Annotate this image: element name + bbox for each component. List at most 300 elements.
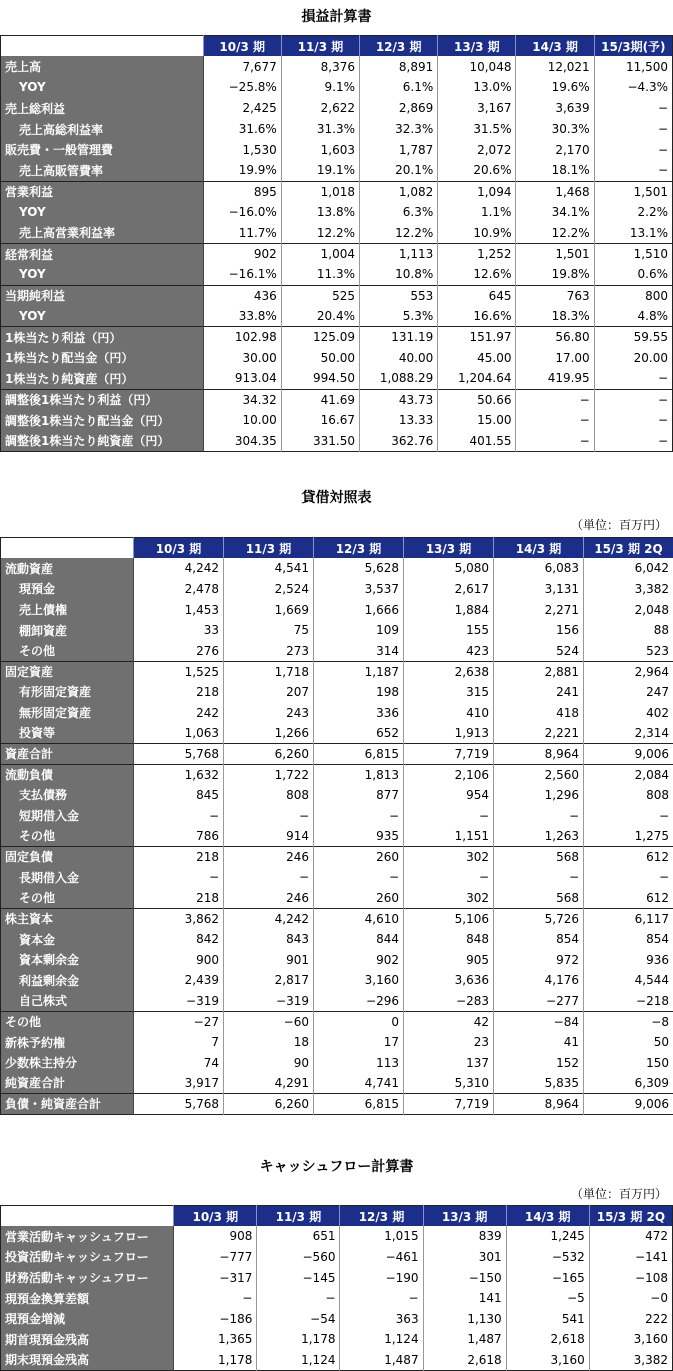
cell-value: 302 xyxy=(404,888,494,909)
cell-value: 1,501 xyxy=(516,243,594,264)
cell-value: 524 xyxy=(494,640,584,661)
cell-value: 102.98 xyxy=(203,327,281,348)
row-label: 現預金換算差額 xyxy=(1,1288,174,1309)
cell-value: 13.1% xyxy=(594,223,672,244)
cell-value: 936 xyxy=(584,949,673,970)
table-row xyxy=(1,702,673,723)
cell-value: − xyxy=(594,98,672,119)
row-label: 短期借入金 xyxy=(1,805,134,826)
table-row xyxy=(1,764,673,785)
cell-value: 243 xyxy=(224,702,314,723)
cell-value: 5,628 xyxy=(314,558,404,579)
cell-value: 525 xyxy=(281,285,359,306)
cell-value: 1,094 xyxy=(438,181,516,202)
cell-value: 222 xyxy=(589,1308,672,1329)
table-row xyxy=(1,599,673,620)
cell-value: 241 xyxy=(494,682,584,703)
column-header: 12/3 期 xyxy=(340,1206,423,1227)
table-row xyxy=(1,1288,673,1309)
cell-value: 4.8% xyxy=(594,306,672,327)
cell-value: 1,004 xyxy=(281,243,359,264)
cell-value: 541 xyxy=(506,1308,589,1329)
cell-value: 113 xyxy=(314,1052,404,1073)
table-row xyxy=(1,826,673,847)
table-row xyxy=(1,160,673,181)
cell-value: 908 xyxy=(174,1226,257,1247)
cell-value: 33.8% xyxy=(203,306,281,327)
cell-value: 2,425 xyxy=(203,98,281,119)
cell-value: 302 xyxy=(404,846,494,867)
cell-value: 2,617 xyxy=(404,579,494,600)
row-label: その他 xyxy=(1,888,134,909)
cell-value: 9.1% xyxy=(281,77,359,98)
cell-value: 7 xyxy=(134,1032,224,1053)
cell-value: 2,084 xyxy=(584,764,673,785)
table-row xyxy=(1,723,673,744)
table-row xyxy=(1,1094,673,1115)
cell-value: 33 xyxy=(134,620,224,641)
cell-value: 1,018 xyxy=(281,181,359,202)
cell-value: 16.6% xyxy=(438,306,516,327)
column-header: 15/3 期 2Q xyxy=(589,1206,672,1227)
table-row xyxy=(1,243,673,264)
cell-value: 1,296 xyxy=(494,785,584,806)
cell-value: 218 xyxy=(134,846,224,867)
cell-value: 218 xyxy=(134,682,224,703)
cell-value: 1,252 xyxy=(438,243,516,264)
cell-value: 314 xyxy=(314,640,404,661)
cell-value: 125.09 xyxy=(281,327,359,348)
cell-value: − xyxy=(516,431,594,452)
cell-value: 5,768 xyxy=(134,743,224,764)
cell-value: 34.1% xyxy=(516,202,594,223)
table-row xyxy=(1,1350,673,1371)
table-row xyxy=(1,1073,673,1094)
cell-value: 402 xyxy=(584,702,673,723)
table-row xyxy=(1,264,673,285)
cell-value: − xyxy=(134,805,224,826)
cell-value: 151.97 xyxy=(438,327,516,348)
cell-value: 6,815 xyxy=(314,1094,404,1115)
cell-value: 845 xyxy=(134,785,224,806)
cell-value: 877 xyxy=(314,785,404,806)
cell-value: 1,603 xyxy=(281,139,359,160)
table-row xyxy=(1,805,673,826)
cell-value: − xyxy=(584,805,673,826)
table-row xyxy=(1,389,673,410)
cell-value: 3,537 xyxy=(314,579,404,600)
cell-value: 800 xyxy=(594,285,672,306)
cell-value: 2,170 xyxy=(516,139,594,160)
row-label: 負債・純資産合計 xyxy=(1,1094,134,1115)
cell-value: 913.04 xyxy=(203,368,281,389)
cell-value: 246 xyxy=(224,846,314,867)
table-row xyxy=(1,743,673,764)
table-row xyxy=(1,1226,673,1247)
cell-value: 246 xyxy=(224,888,314,909)
cell-value: 1,113 xyxy=(360,243,438,264)
table-row xyxy=(1,620,673,641)
cell-value: 11,500 xyxy=(594,56,672,77)
cell-value: 13.33 xyxy=(360,410,438,431)
cell-value: − xyxy=(314,867,404,888)
cell-value: −186 xyxy=(174,1308,257,1329)
cell-value: 2,524 xyxy=(224,579,314,600)
cell-value: 1,365 xyxy=(174,1329,257,1350)
cell-value: 1,063 xyxy=(134,723,224,744)
row-label: YOY xyxy=(1,202,204,223)
cell-value: 3,636 xyxy=(404,970,494,991)
cell-value: 854 xyxy=(584,929,673,950)
header-corner xyxy=(1,36,204,57)
cell-value: 3,382 xyxy=(584,579,673,600)
cell-value: 2,560 xyxy=(494,764,584,785)
row-label: 資産合計 xyxy=(1,743,134,764)
cell-value: 3,639 xyxy=(516,98,594,119)
cell-value: 8,891 xyxy=(360,56,438,77)
cell-value: 19.8% xyxy=(516,264,594,285)
row-label: 営業利益 xyxy=(1,181,204,202)
cell-value: −145 xyxy=(257,1267,340,1288)
row-label: 棚卸資産 xyxy=(1,620,134,641)
cell-value: 156 xyxy=(494,620,584,641)
table-row xyxy=(1,785,673,806)
cell-value: 363 xyxy=(340,1308,423,1329)
row-label: 現預金 xyxy=(1,579,134,600)
table-row xyxy=(1,181,673,202)
cell-value: −25.8% xyxy=(203,77,281,98)
cell-value: 2.2% xyxy=(594,202,672,223)
cell-value: 1,266 xyxy=(224,723,314,744)
cell-value: 3,160 xyxy=(506,1350,589,1371)
cell-value: 15.00 xyxy=(438,410,516,431)
cell-value: 914 xyxy=(224,826,314,847)
cell-value: 3,382 xyxy=(589,1350,672,1371)
cell-value: − xyxy=(516,410,594,431)
table-row xyxy=(1,846,673,867)
row-label: 売上高 xyxy=(1,56,204,77)
balance-sheet-table xyxy=(0,537,673,1115)
cell-value: −277 xyxy=(494,991,584,1012)
column-header: 13/3 期 xyxy=(438,36,516,57)
income-statement-title: 損益計算書 xyxy=(0,6,673,26)
cell-value: 905 xyxy=(404,949,494,970)
column-header: 15/3期(予) xyxy=(594,36,672,57)
cell-value: 2,964 xyxy=(584,661,673,682)
cell-value: 7,719 xyxy=(404,1094,494,1115)
row-label: 売上債権 xyxy=(1,599,134,620)
row-label: 流動資産 xyxy=(1,558,134,579)
cell-value: 843 xyxy=(224,929,314,950)
cell-value: 12.2% xyxy=(360,223,438,244)
cell-value: 2,638 xyxy=(404,661,494,682)
cell-value: 336 xyxy=(314,702,404,723)
cell-value: 808 xyxy=(224,785,314,806)
row-label: YOY xyxy=(1,77,204,98)
cell-value: 31.6% xyxy=(203,119,281,140)
cell-value: 523 xyxy=(584,640,673,661)
cell-value: 41 xyxy=(494,1032,584,1053)
cell-value: 645 xyxy=(438,285,516,306)
row-label: 売上高総利益率 xyxy=(1,119,204,140)
column-header: 11/3 期 xyxy=(257,1206,340,1227)
cell-value: 12.2% xyxy=(516,223,594,244)
cell-value: −319 xyxy=(224,991,314,1012)
table-row xyxy=(1,56,673,77)
table-row xyxy=(1,1247,673,1268)
cell-value: 13.8% xyxy=(281,202,359,223)
cell-value: 1,245 xyxy=(506,1226,589,1247)
cell-value: 902 xyxy=(314,949,404,970)
cell-value: 16.67 xyxy=(281,410,359,431)
row-label: 調整後1株当たり利益（円） xyxy=(1,389,204,410)
cell-value: −0 xyxy=(589,1288,672,1309)
cell-value: 844 xyxy=(314,929,404,950)
cell-value: −27 xyxy=(134,1011,224,1032)
cell-value: − xyxy=(594,119,672,140)
cell-value: 4,242 xyxy=(134,558,224,579)
column-header: 12/3 期 xyxy=(314,538,404,559)
cell-value: 1,530 xyxy=(203,139,281,160)
table-row xyxy=(1,77,673,98)
cell-value: 1,453 xyxy=(134,599,224,620)
cell-value: 155 xyxy=(404,620,494,641)
balance-sheet-title: 貸借対照表 xyxy=(0,487,673,507)
cell-value: 43.73 xyxy=(360,389,438,410)
cell-value: − xyxy=(404,867,494,888)
cell-value: 31.3% xyxy=(281,119,359,140)
row-label: 営業活動キャッシュフロー xyxy=(1,1226,174,1247)
cell-value: 301 xyxy=(423,1247,506,1268)
header-corner xyxy=(1,538,134,559)
cell-value: 2,314 xyxy=(584,723,673,744)
cell-value: 1,124 xyxy=(340,1329,423,1350)
cell-value: 4,291 xyxy=(224,1073,314,1094)
row-label: 投資活動キャッシュフロー xyxy=(1,1247,174,1268)
cell-value: 5,080 xyxy=(404,558,494,579)
cell-value: 1,124 xyxy=(257,1350,340,1371)
cell-value: 902 xyxy=(203,243,281,264)
cell-value: 362.76 xyxy=(360,431,438,452)
cell-value: 8,376 xyxy=(281,56,359,77)
cell-value: 18.1% xyxy=(516,160,594,181)
cash-flow-title: キャッシュフロー計算書 xyxy=(0,1156,673,1176)
row-label: 売上高営業利益率 xyxy=(1,223,204,244)
cell-value: −5 xyxy=(506,1288,589,1309)
column-header: 11/3 期 xyxy=(224,538,314,559)
cell-value: 1,187 xyxy=(314,661,404,682)
cell-value: 3,160 xyxy=(314,970,404,991)
cell-value: 854 xyxy=(494,929,584,950)
cell-value: −165 xyxy=(506,1267,589,1288)
cell-value: 1,088.29 xyxy=(360,368,438,389)
row-label: 資本剰余金 xyxy=(1,949,134,970)
cell-value: 242 xyxy=(134,702,224,723)
cell-value: 9,006 xyxy=(584,1094,673,1115)
cell-value: 45.00 xyxy=(438,347,516,368)
cell-value: 40.00 xyxy=(360,347,438,368)
cell-value: −4.3% xyxy=(594,77,672,98)
header-row xyxy=(1,1206,673,1227)
table-row xyxy=(1,306,673,327)
column-header: 13/3 期 xyxy=(404,538,494,559)
cell-value: 1,468 xyxy=(516,181,594,202)
cell-value: 895 xyxy=(203,181,281,202)
cell-value: 6,260 xyxy=(224,1094,314,1115)
cell-value: 839 xyxy=(423,1226,506,1247)
row-label: 資本金 xyxy=(1,929,134,950)
cell-value: 651 xyxy=(257,1226,340,1247)
table-row xyxy=(1,368,673,389)
cell-value: 1,884 xyxy=(404,599,494,620)
column-header: 13/3 期 xyxy=(423,1206,506,1227)
row-label: 売上高販管費率 xyxy=(1,160,204,181)
cell-value: 9,006 xyxy=(584,743,673,764)
cell-value: −319 xyxy=(134,991,224,1012)
cell-value: 1,718 xyxy=(224,661,314,682)
cell-value: − xyxy=(494,805,584,826)
cell-value: 1,275 xyxy=(584,826,673,847)
cell-value: 6.1% xyxy=(360,77,438,98)
column-header: 14/3 期 xyxy=(494,538,584,559)
cell-value: 30.3% xyxy=(516,119,594,140)
cell-value: −296 xyxy=(314,991,404,1012)
cell-value: 2,271 xyxy=(494,599,584,620)
table-row xyxy=(1,970,673,991)
cell-value: 1,178 xyxy=(174,1350,257,1371)
cell-value: 5,768 xyxy=(134,1094,224,1115)
cell-value: 50.66 xyxy=(438,389,516,410)
cell-value: 2,072 xyxy=(438,139,516,160)
row-label: 株主資本 xyxy=(1,908,134,929)
cell-value: −461 xyxy=(340,1247,423,1268)
cell-value: 972 xyxy=(494,949,584,970)
table-row xyxy=(1,949,673,970)
table-row xyxy=(1,1052,673,1073)
row-label: その他 xyxy=(1,826,134,847)
table-row xyxy=(1,929,673,950)
cell-value: 6,117 xyxy=(584,908,673,929)
table-row xyxy=(1,410,673,431)
cell-value: 6,083 xyxy=(494,558,584,579)
table-row xyxy=(1,867,673,888)
cell-value: 2,478 xyxy=(134,579,224,600)
cell-value: − xyxy=(314,805,404,826)
cell-value: 17 xyxy=(314,1032,404,1053)
cell-value: −60 xyxy=(224,1011,314,1032)
row-label: 現預金増減 xyxy=(1,1308,174,1329)
row-label: 長期借入金 xyxy=(1,867,134,888)
cell-value: 763 xyxy=(516,285,594,306)
column-header: 15/3 期 2Q xyxy=(584,538,673,559)
cell-value: 2,221 xyxy=(494,723,584,744)
cell-value: −532 xyxy=(506,1247,589,1268)
cell-value: − xyxy=(134,867,224,888)
cell-value: 137 xyxy=(404,1052,494,1073)
cell-value: 90 xyxy=(224,1052,314,1073)
cell-value: 6,260 xyxy=(224,743,314,764)
cell-value: 5,310 xyxy=(404,1073,494,1094)
cell-value: 5.3% xyxy=(360,306,438,327)
table-row xyxy=(1,431,673,452)
cell-value: 418 xyxy=(494,702,584,723)
cell-value: − xyxy=(224,867,314,888)
table-row xyxy=(1,139,673,160)
cell-value: − xyxy=(494,867,584,888)
cell-value: 2,439 xyxy=(134,970,224,991)
cell-value: 109 xyxy=(314,620,404,641)
cell-value: 42 xyxy=(404,1011,494,1032)
row-label: その他 xyxy=(1,640,134,661)
table-row xyxy=(1,1032,673,1053)
cell-value: 50 xyxy=(584,1032,673,1053)
cell-value: 4,176 xyxy=(494,970,584,991)
cell-value: 2,618 xyxy=(423,1350,506,1371)
cell-value: 12.2% xyxy=(281,223,359,244)
table-row xyxy=(1,119,673,140)
cell-value: −150 xyxy=(423,1267,506,1288)
cell-value: 20.00 xyxy=(594,347,672,368)
cell-value: 7,677 xyxy=(203,56,281,77)
cell-value: 152 xyxy=(494,1052,584,1073)
row-label: 当期純利益 xyxy=(1,285,204,306)
balance-sheet-unit: （単位：百万円） xyxy=(571,516,667,533)
cell-value: −777 xyxy=(174,1247,257,1268)
cell-value: 17.00 xyxy=(516,347,594,368)
table-row xyxy=(1,682,673,703)
cell-value: − xyxy=(174,1288,257,1309)
cell-value: 612 xyxy=(584,846,673,867)
cell-value: 20.6% xyxy=(438,160,516,181)
column-header: 10/3 期 xyxy=(174,1206,257,1227)
cell-value: 1,510 xyxy=(594,243,672,264)
header-corner xyxy=(1,1206,174,1227)
cell-value: 4,741 xyxy=(314,1073,404,1094)
row-label: 少数株主持分 xyxy=(1,1052,134,1073)
cell-value: 8,964 xyxy=(494,743,584,764)
cell-value: − xyxy=(516,389,594,410)
cell-value: 7,719 xyxy=(404,743,494,764)
cell-value: 3,160 xyxy=(589,1329,672,1350)
cell-value: 19.6% xyxy=(516,77,594,98)
cell-value: 1,015 xyxy=(340,1226,423,1247)
table-row xyxy=(1,223,673,244)
row-label: 投資等 xyxy=(1,723,134,744)
cell-value: 304.35 xyxy=(203,431,281,452)
table-row xyxy=(1,888,673,909)
table-row xyxy=(1,640,673,661)
cell-value: 935 xyxy=(314,826,404,847)
table-row xyxy=(1,579,673,600)
cell-value: 1,666 xyxy=(314,599,404,620)
cell-value: 141 xyxy=(423,1288,506,1309)
cell-value: 423 xyxy=(404,640,494,661)
cell-value: 207 xyxy=(224,682,314,703)
cell-value: 3,167 xyxy=(438,98,516,119)
cell-value: 2,817 xyxy=(224,970,314,991)
row-label: 期首現預金残高 xyxy=(1,1329,174,1350)
row-label: 自己株式 xyxy=(1,991,134,1012)
cell-value: 808 xyxy=(584,785,673,806)
cell-value: 23 xyxy=(404,1032,494,1053)
column-header: 14/3 期 xyxy=(506,1206,589,1227)
cell-value: − xyxy=(594,160,672,181)
cell-value: 1,263 xyxy=(494,826,584,847)
cell-value: 410 xyxy=(404,702,494,723)
cell-value: 19.1% xyxy=(281,160,359,181)
row-label: 純資産合計 xyxy=(1,1073,134,1094)
column-header: 14/3 期 xyxy=(516,36,594,57)
